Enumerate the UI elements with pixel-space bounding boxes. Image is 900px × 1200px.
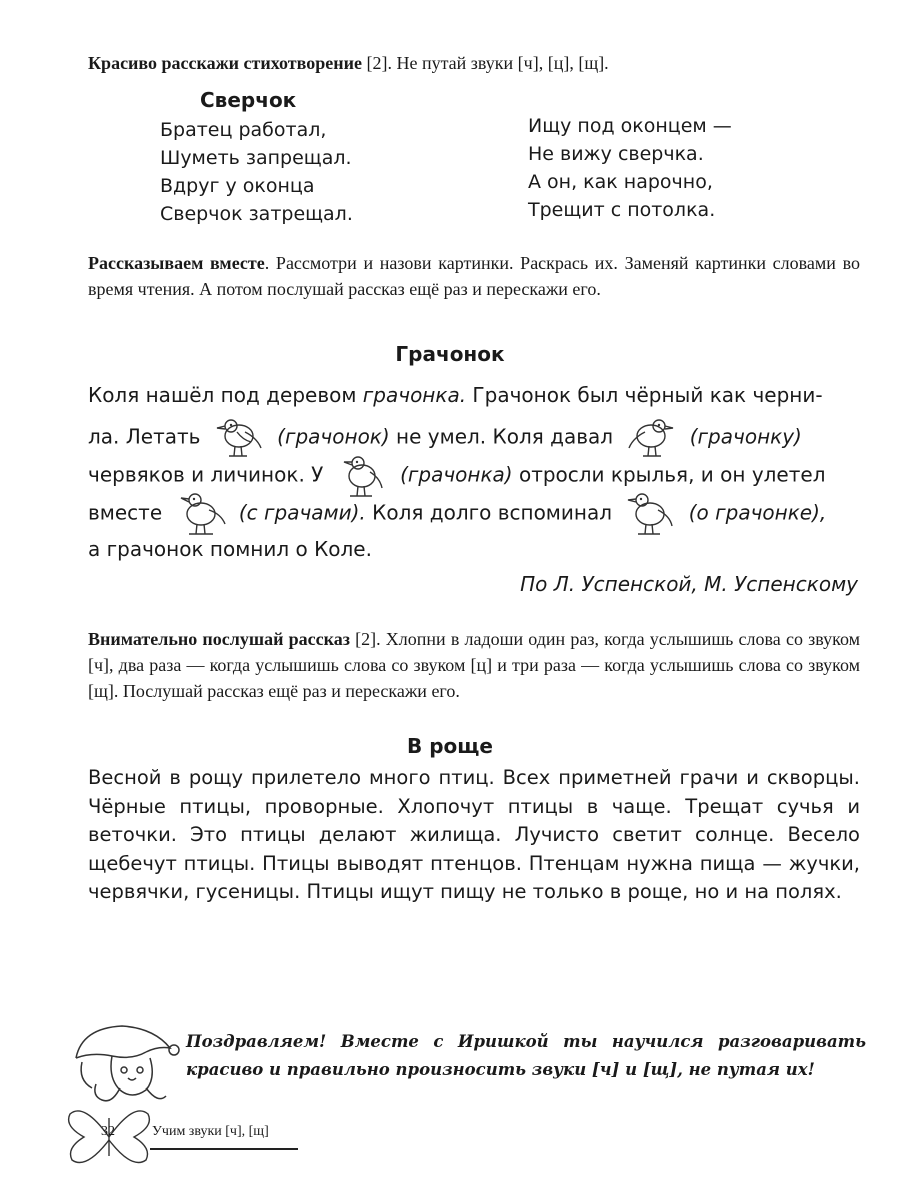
page-number: 32 — [101, 1124, 115, 1139]
poem-instruction-bold: Красиво расскажи стихотворение — [88, 53, 362, 73]
congratulations-text: Поздравляем! Вместе с Иришкой ты научился разговаривать красиво и правильно произносить звуки [ч] и [щ], не путая их! — [186, 1032, 866, 1079]
poem-line: Трещит с потолка. — [528, 199, 716, 221]
story-line-4: вместе (с грачами). Коля долго вспоминал (о грачонке), — [88, 490, 826, 538]
poem-title: Сверчок — [200, 88, 297, 112]
gnome-mascot-icon — [62, 1018, 180, 1110]
footer-section-title: Учим звуки [ч], [щ] — [152, 1124, 269, 1139]
story-word: (о грачонке), — [688, 500, 827, 525]
story-line-1: Коля нашёл под деревом грачонка. Грачонок был чёрный как черни- — [88, 383, 823, 407]
poem-line: Не вижу сверчка. — [528, 143, 704, 165]
poem-instruction-text: [2]. Не путай звуки [ч], [ц], [щ]. — [361, 53, 609, 73]
story-word: (с грачами). — [238, 500, 366, 525]
story-instruction — [88, 250, 860, 302]
story-word: (грачонку) — [689, 424, 802, 449]
story-word: (грачонка) — [400, 462, 513, 487]
grove-instruction-text: [2]. Хлопни в ладоши один раз, когда услышишь слова со звуком [ч], два раза — когда услышишь слова со звуком [ц] и три раза — когда услышишь слова со звуком [щ]. Послушай рассказ ещё раз и перескажи его. — [88, 629, 860, 701]
story-word: (грачонок) — [277, 424, 390, 449]
story-instruction-bold: Рассказываем вместе — [88, 253, 265, 273]
poem-left-column — [160, 116, 353, 228]
footer-underline — [150, 1148, 298, 1150]
story-word: грачонка. — [362, 383, 467, 407]
story-instruction-text: . Рассмотри и назови картинки. Раскрась их. Заменяй картинки словами во время чтения. А потом послушай рассказ ещё раз и перескажи его. — [88, 253, 860, 299]
poem-line: Вдруг у оконца — [160, 175, 315, 197]
poem-instruction — [88, 50, 860, 76]
grove-text: Весной в рощу прилетело много птиц. Всех приметней грачи и скворцы. Чёрные птицы, проворные. Хлопочут птицы в чаще. Трещат сучья и веточки. Это птицы делают жилища. Лучисто светит солнце. Весело щебечут птицы. Птицы выводят птенцов. Птенцам нужна пища — жучки, червячки, гусеницы. Птицы ищут пищу не только в роще, но и на полях. — [88, 766, 860, 903]
story-line-2: ла. Летать (грачонок) не умел. Коля давал (грачонку) — [88, 414, 802, 462]
story-line-5: а грачонок помнил о Коле. — [88, 537, 372, 561]
poem-line: Сверчок затрещал. — [160, 203, 353, 225]
poem-line: Братец работал, — [160, 119, 327, 141]
grove-instruction — [88, 626, 860, 704]
rook-chick-icon — [618, 490, 682, 538]
poem-line: Шуметь запрещал. — [160, 147, 352, 169]
story-line-3: червяков и личинок. У (грачонка) отросли крылья, и он улетел — [88, 452, 825, 500]
story-title: Грачонок — [395, 342, 505, 366]
grove-instruction-bold: Внимательно послушай рассказ — [88, 629, 350, 649]
poem-right-column — [528, 112, 732, 224]
story-author: По Л. Успенской, М. Успенскому — [520, 572, 858, 596]
poem-line: А он, как нарочно, — [528, 171, 713, 193]
poem-line: Ищу под оконцем — — [528, 115, 732, 137]
grove-title: В роще — [407, 734, 493, 758]
